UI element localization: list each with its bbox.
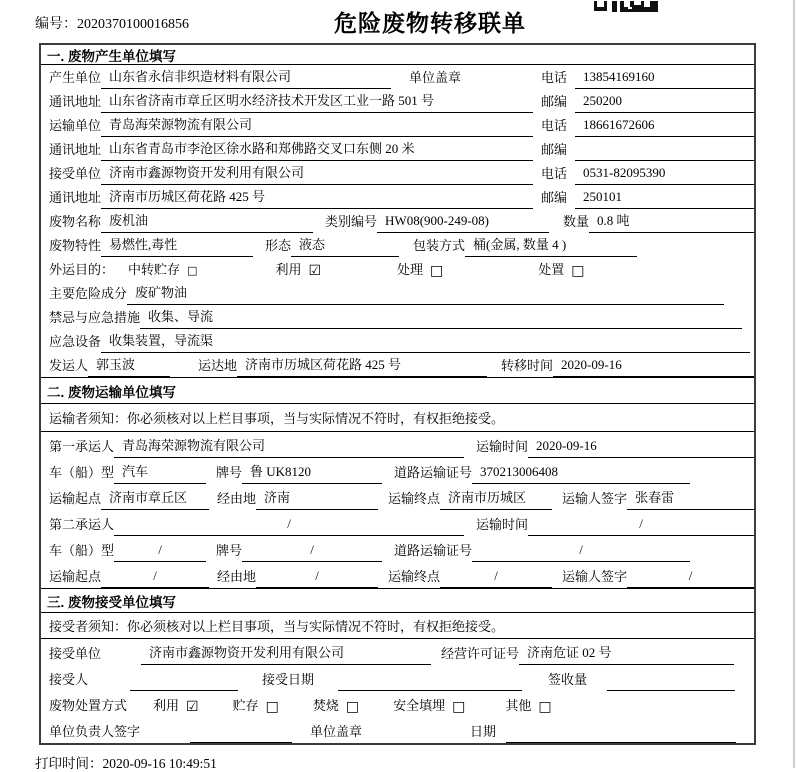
- receipt-row: [41, 665, 754, 691]
- accepting-unit-value: 济南市鑫源物资开发利用有限公司: [141, 642, 431, 665]
- section-receiver-header: 三. 废物接受单位填写: [41, 589, 754, 613]
- serial-label: 编号：: [35, 17, 77, 32]
- route2-via-label: 经由地: [217, 569, 257, 584]
- checkbox-checked-icon: ☑: [186, 699, 199, 715]
- hazard-components-row: [41, 281, 754, 305]
- section-producer: [41, 45, 754, 377]
- checkbox-icon: □: [571, 263, 585, 279]
- transporter-phone-group: [541, 115, 754, 137]
- emergency-equipment-row: [41, 329, 754, 353]
- producer-phone-label: 电话: [541, 70, 568, 85]
- plate-number-label: 牌号: [216, 465, 243, 480]
- section-transport-header: 二. 废物运输单位填写: [41, 378, 754, 404]
- packing-method-label: 包装方式: [413, 238, 466, 253]
- waste-form-value: 液态: [291, 234, 399, 257]
- route-origin-label: 运输起点: [49, 491, 102, 506]
- receiver-zip-value: 250101: [575, 189, 754, 209]
- transporter-unit-label: 运输单位: [49, 118, 102, 133]
- disposal-method-row: [41, 691, 754, 717]
- waste-category-label: 类别编号: [325, 214, 378, 229]
- vehicle-type2-value: /: [114, 542, 206, 562]
- producer-address-value: 山东省济南市章丘区明水经济技术开发区工业一路 501 号: [101, 90, 533, 113]
- serial-value: 2020370100016856: [77, 17, 189, 32]
- producer-zip-label: 邮编: [541, 94, 568, 109]
- receipt-date-value: [338, 687, 522, 691]
- route-via-label: 经由地: [217, 491, 257, 506]
- receipt-date-label: 接受日期: [262, 672, 315, 687]
- taboo-measures-value: 收集、导流: [140, 306, 742, 329]
- responsible-signature-value: [190, 739, 292, 743]
- operating-permit-value: 济南危证 02 号: [519, 642, 734, 665]
- first-carrier-row: [41, 432, 754, 458]
- vehicle-type-value: 汽车: [114, 461, 206, 484]
- route-end-label: 运输终点: [388, 491, 441, 506]
- plate-number2-label: 牌号: [216, 543, 243, 558]
- responsible-signature-row: [41, 717, 754, 743]
- transfer-time-value: 2020-09-16: [553, 357, 754, 377]
- waste-category-value: HW08(900-249-08): [377, 213, 549, 233]
- route-row: [41, 484, 754, 510]
- waste-name-value: 废机油: [101, 210, 313, 233]
- option-label: 利用: [275, 262, 302, 277]
- waste-traits-row: [41, 233, 754, 257]
- receiver-zip-group: [541, 187, 754, 209]
- option-label: 处理: [397, 262, 424, 277]
- carrier2-signature-value: /: [627, 568, 754, 588]
- route-origin-value: 济南市章丘区: [101, 487, 209, 510]
- carrier2-signature-label: 运输人签字: [562, 569, 628, 584]
- receipt-person-value: [130, 687, 238, 691]
- waste-quantity-label: 数量: [563, 214, 590, 229]
- waste-traits-value: 易燃性,毒性: [101, 234, 253, 257]
- second-carrier-label: 第二承运人: [49, 517, 115, 532]
- option-label: 其他: [505, 698, 532, 713]
- producer-address-row: [41, 89, 754, 113]
- operating-permit-label: 经营许可证号: [441, 646, 520, 661]
- transport-time-label: 运输时间: [476, 439, 529, 454]
- manifest-form: [39, 43, 756, 745]
- disposal-option-incinerate: [313, 695, 359, 717]
- checkbox-icon: □: [345, 699, 360, 715]
- transporter-unit-value: 青岛海荣源物流有限公司: [101, 114, 533, 137]
- option-label: 中转贮存: [128, 262, 181, 277]
- document-title: 危险废物转移联单: [334, 10, 526, 36]
- waste-name-label: 废物名称: [49, 214, 102, 229]
- option-label: 焚烧: [312, 698, 339, 713]
- carrier-signature-value: 张春雷: [627, 487, 754, 510]
- vehicle-type2-row: [41, 536, 754, 562]
- producer-unit-value: 山东省永信非织造材料有限公司: [101, 66, 391, 89]
- destination-value: 济南市历城区荷花路 425 号: [237, 354, 487, 377]
- section-transport: [41, 377, 754, 588]
- waste-form-label: 形态: [265, 238, 292, 253]
- hazard-components-value: 废矿物油: [127, 282, 724, 305]
- road-license2-value: /: [472, 542, 690, 562]
- first-carrier-label: 第一承运人: [49, 439, 115, 454]
- transporter-zip-value: [575, 157, 754, 161]
- receiver-phone-value: 0531-82095390: [575, 165, 754, 185]
- checkbox-icon: □: [265, 699, 279, 715]
- carrier-signature-label: 运输人签字: [562, 491, 628, 506]
- transport-time2-value: /: [528, 516, 754, 536]
- option-label: 安全填埋: [393, 698, 446, 713]
- print-time: [35, 752, 217, 772]
- transport-time-value: 2020-09-16: [528, 438, 754, 458]
- shipper-row: [41, 353, 754, 377]
- receiver-address-value: 济南市历城区荷花路 425 号: [101, 186, 533, 209]
- route2-via-value: /: [256, 568, 378, 588]
- transport-time2-label: 运输时间: [476, 517, 529, 532]
- vehicle-type2-label: 车（船）型: [49, 543, 115, 558]
- disposal-option-landfill: [393, 695, 465, 717]
- taboo-measures-label: 禁忌与应急措施: [49, 310, 141, 325]
- transfer-time-label: 转移时间: [501, 358, 554, 373]
- first-carrier-value: 青岛海荣源物流有限公司: [114, 435, 464, 458]
- route2-origin-value: /: [101, 568, 209, 588]
- unit-seal2-label: 单位盖章: [310, 724, 363, 739]
- checkbox-icon: □: [430, 263, 444, 279]
- transfer-purpose-label: 外运目的：: [49, 262, 115, 277]
- producer-phone-value: 13854169160: [575, 69, 754, 89]
- second-carrier-value: /: [114, 516, 464, 536]
- receiver-phone-group: [541, 163, 754, 185]
- transporter-unit-row: [41, 113, 754, 137]
- producer-address-label: 通讯地址: [49, 94, 102, 109]
- purpose-option-dispose: [538, 259, 584, 281]
- receiver-unit-value: 济南市鑫源物资开发利用有限公司: [101, 162, 533, 185]
- transporter-phone-value: 18661672606: [575, 117, 754, 137]
- vehicle-type-label: 车（船）型: [49, 465, 115, 480]
- purpose-option-transit-storage: [128, 259, 197, 281]
- receiver-address-label: 通讯地址: [49, 190, 102, 205]
- producer-zip-value: 250200: [575, 93, 754, 113]
- disposal-option-storage: [233, 695, 279, 717]
- receiver-zip-label: 邮编: [541, 190, 568, 205]
- responsible-signature-label: 单位负责人签字: [49, 724, 141, 739]
- second-carrier-row: [41, 510, 754, 536]
- emergency-equipment-value: 收集装置，导流渠: [101, 330, 750, 353]
- hazard-components-label: 主要危险成分: [49, 286, 128, 301]
- received-amount-label: 签收量: [548, 672, 588, 687]
- producer-unit-label: 产生单位: [49, 70, 102, 85]
- sign-date-value: [506, 739, 736, 743]
- receiver-phone-label: 电话: [541, 166, 568, 181]
- option-label: 处置: [538, 262, 565, 277]
- packing-method-value: 桶(金属, 数量 4 ): [465, 234, 637, 257]
- disposal-method-label: 废物处置方式: [49, 698, 128, 713]
- qr-code-fragment-icon: [594, 0, 658, 16]
- transporter-address-row: [41, 137, 754, 161]
- producer-phone-group: [541, 67, 754, 89]
- plate-number2-value: /: [242, 542, 382, 562]
- transporter-phone-label: 电话: [541, 118, 568, 133]
- receiver-notice: 接受者须知：你必须核对以上栏目事项，当与实际情况不符时，有权拒绝接受。: [41, 613, 754, 639]
- shipper-label: 发运人: [49, 358, 89, 373]
- sign-date-label: 日期: [470, 724, 497, 739]
- checkbox-checked-icon: ☑: [308, 263, 322, 279]
- section-producer-header: 一. 废物产生单位填写: [41, 45, 754, 65]
- purpose-option-recycle: [275, 259, 321, 281]
- transporter-zip-label: 邮编: [541, 142, 568, 157]
- shipper-value: 郭玉波: [88, 354, 170, 377]
- option-label: 贮存: [232, 698, 259, 713]
- route-end-value: 济南市历城区: [440, 487, 552, 510]
- producer-unit-row: [41, 65, 754, 89]
- road-license2-label: 道路运输证号: [394, 543, 473, 558]
- unit-seal-label: 单位盖章: [409, 70, 462, 85]
- plate-number-value: 鲁 UK8120: [242, 461, 382, 484]
- disposal-option-other: [505, 695, 551, 717]
- checkbox-icon: □: [452, 699, 466, 715]
- received-amount-value: [607, 687, 735, 691]
- producer-zip-group: [541, 91, 754, 113]
- print-time-value: 2020-09-16 10:49:51: [102, 756, 217, 771]
- page-edge-divider: [793, 0, 795, 768]
- road-license-value: 370213006408: [472, 464, 690, 484]
- transfer-purpose-row: [41, 257, 754, 281]
- receiver-unit-label: 接受单位: [49, 166, 102, 181]
- waste-name-row: [41, 209, 754, 233]
- accepting-unit-row: [41, 639, 754, 665]
- destination-label: 运达地: [198, 358, 238, 373]
- checkbox-icon: □: [187, 264, 198, 277]
- receiver-unit-row: [41, 161, 754, 185]
- route2-origin-label: 运输起点: [49, 569, 102, 584]
- route2-end-label: 运输终点: [388, 569, 441, 584]
- accepting-unit-label: 接受单位: [49, 646, 102, 661]
- taboo-measures-row: [41, 305, 754, 329]
- transport-notice: 运输者须知：你必须核对以上栏目事项，当与实际情况不符时，有权拒绝接受。: [41, 404, 754, 432]
- purpose-option-treat: [397, 259, 443, 281]
- road-license-label: 道路运输证号: [394, 465, 473, 480]
- receipt-person-label: 接受人: [49, 672, 89, 687]
- section-receiver: [41, 588, 754, 743]
- route-via-value: 济南: [256, 487, 378, 510]
- emergency-equipment-label: 应急设备: [49, 334, 102, 349]
- route2-end-value: /: [440, 568, 552, 588]
- waste-quantity-value: 0.8 吨: [589, 210, 754, 233]
- transporter-address-label: 通讯地址: [49, 142, 102, 157]
- route2-row: [41, 562, 754, 588]
- checkbox-icon: □: [538, 699, 552, 715]
- option-label: 利用: [153, 698, 180, 713]
- transporter-zip-group: [541, 139, 754, 161]
- disposal-option-recycle: [153, 695, 199, 717]
- transporter-address-value: 山东省青岛市李沧区徐水路和郑佛路交叉口东侧 20 米: [101, 138, 533, 161]
- waste-traits-label: 废物特性: [49, 238, 102, 253]
- print-time-label: 打印时间：: [35, 756, 103, 771]
- vehicle-type-row: [41, 458, 754, 484]
- receiver-address-row: [41, 185, 754, 209]
